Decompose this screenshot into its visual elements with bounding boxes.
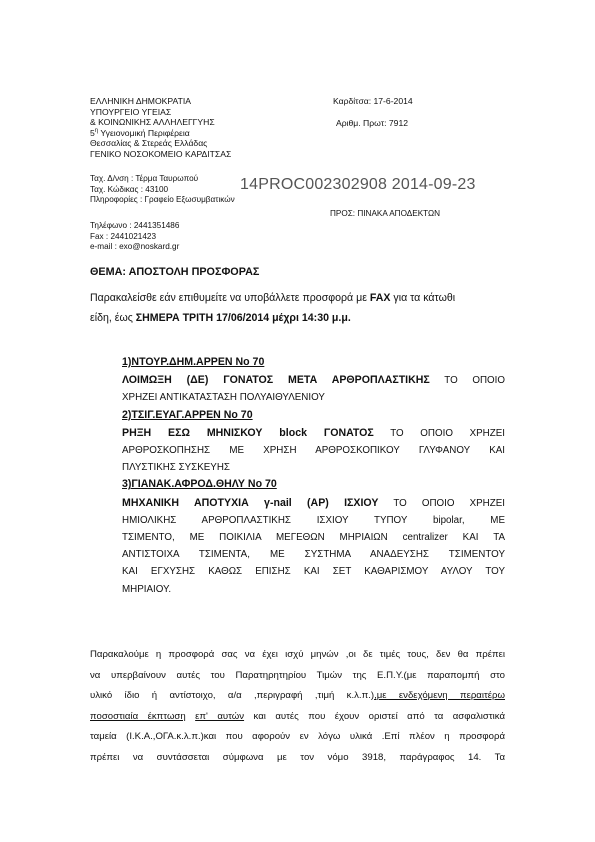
closing-line-5: ταμεία (Ι.Κ.Α.,ΟΓΑ.κ.λ.π.)και που αφορούν εν λόγω υλικά .Επί πλέον η προσφορά <box>90 731 505 743</box>
closing-space <box>186 711 195 722</box>
org-hospital: ΓΕΝΙΚΟ ΝΟΣΟΚΟΜΕΙΟ ΚΑΡΔΙΤΣΑΣ <box>90 148 232 159</box>
closing-underlined-4a: ποσοστιαία έκπτωση <box>90 710 186 722</box>
item-1-line-1 <box>122 372 505 389</box>
recipient-line: ΠΡΟΣ: ΠΙΝΑΚΑ ΑΠΟΔΕΚΤΩΝ <box>330 209 441 218</box>
intro-text-2: είδη, έως <box>90 312 136 325</box>
address-info: Πληροφορίες : Γραφείο Εξωσυμβατικών <box>90 195 235 205</box>
item-2-line-2: ΑΡΘΡΟΣΚΟΠΗΣΗΣ ΜΕ ΧΡΗΣΗ ΑΡΘΡΟΣΚΟΠΙΚΟΥ ΓΛΥΦΑΝΟΥ ΚΑΙ <box>122 445 505 457</box>
address-street: Ταχ. Δ/νση : Τέρμα Ταυρωπού <box>90 174 199 183</box>
intro-text-end: για τα κάτωθι <box>390 292 456 304</box>
item-3-line-2: ΗΜΙΟΛΙΚΗΣ ΑΡΘΡΟΠΛΑΣΤΙΚΗΣ ΙΣΧΙΟΥ ΤΥΠΟΥ bipolar, ΜΕ <box>122 514 505 526</box>
address-block <box>90 174 235 206</box>
date-line: Καρδίτσα: 17-6-2014 <box>333 96 413 106</box>
intro-paragraph <box>90 290 505 327</box>
org-region <box>90 128 231 139</box>
item-2-line-1 <box>122 425 505 442</box>
closing-underlined-3: ,με ενδεχόμενη περαιτέρω <box>374 690 506 702</box>
item-2-heading: 2)ΤΣΙΓ.ΕΥΑΓ.ΑΡΡΕΝ Νο 70 <box>122 408 253 421</box>
contact-email: e-mail : exo@noskard.gr <box>90 242 180 252</box>
org-ministry: ΥΠΟΥΡΓΕΙΟ ΥΓΕΙΑΣ <box>90 106 172 117</box>
item-3-line-3: ΤΣΙΜΕΝΤΟ, ΜΕ ΠΟΙΚΙΛΙΑ ΜΕΓΕΘΩΝ ΜΗΡΙΑΙΩΝ centralizer ΚΑΙ ΤΑ <box>122 532 505 544</box>
document-stamp-id: 14PROC002302908 2014-09-23 <box>240 176 476 193</box>
item-1-text: ΤΟ ΟΠΟΙΟ <box>429 375 505 387</box>
items-list <box>122 354 505 598</box>
item-3-text: ΤΟ ΟΠΟΙΟ ΧΡΗΖΕΙ <box>378 497 505 509</box>
item-3-line-6: ΜΗΡΙΑΙΟΥ. <box>122 583 172 595</box>
item-3-line-4: ΑΝΤΙΣΤΟΙΧΑ ΤΣΙΜΕΝΤΑ, ΜΕ ΣΥΣΤΗΜΑ ΑΝΑΔΕΥΣΗΣ ΤΣΙΜΕΝΤΟΥ <box>122 549 505 561</box>
org-region-2: Θεσσαλίας & Στερεάς Ελλάδας <box>90 138 208 149</box>
intro-text: Παρακαλείσθε εάν επιθυμείτε να υποβάλλετε προσφορά με <box>90 292 370 304</box>
contact-phone: Τηλέφωνο : 2441351486 <box>90 221 180 230</box>
closing-paragraph <box>90 645 505 769</box>
subject-heading: ΘΕΜΑ: ΑΠΟΣΤΟΛΗ ΠΡΟΣΦΟΡΑΣ <box>90 266 260 278</box>
item-2-diagnosis: ΡΗΞΗ ΕΣΩ ΜΗΝΙΣΚΟΥ block ΓΟΝΑΤΟΣ <box>122 426 374 439</box>
closing-line-3 <box>90 686 505 707</box>
protocol-line: Αριθμ. Πρωτ: 7912 <box>336 118 409 128</box>
org-country: ΕΛΛΗΝΙΚΗ ΔΗΜΟΚΡΑΤΙΑ <box>90 96 191 106</box>
item-3-line-5: ΚΑΙ ΕΓΧΥΣΗΣ ΚΑΘΩΣ ΕΠΙΣΗΣ ΚΑΙ ΣΕΤ ΚΑΘΑΡΙΣΜΟΥ ΑΥΛΟΥ ΤΟΥ <box>122 566 505 578</box>
address-postal: Ταχ. Κώδικας : 43100 <box>90 184 169 194</box>
closing-text-3: υλικό ίδιο ή αντίστοιχο, α/α ,περιγραφή ,τιμή κ.λ.π.) <box>90 690 375 702</box>
item-1-diagnosis: ΛΟΙΜΩΞΗ (ΔΕ) ΓΟΝΑΤΟΣ ΜΕΤΑ ΑΡΘΡΟΠΛΑΣΤΙΚΗΣ <box>122 374 430 387</box>
item-3-diagnosis: ΜΗΧΑΝΙΚΗ ΑΠΟΤΥΧΙΑ γ-nail (ΑΡ) ΙΣΧΙΟΥ <box>122 496 379 509</box>
item-1-line-2: ΧΡΗΖΕΙ ΑΝΤΙΚΑΤΑΣΤΑΣΗ ΠΟΛΥΑΙΘΥΛΕΝΙΟΥ <box>122 392 325 404</box>
item-3-heading: 3)ΓΙΑΝΑΚ.ΑΦΡΟΔ.ΘΗΛΥ Νο 70 <box>122 478 277 491</box>
closing-underlined-4c: επ' αυτών <box>195 710 245 722</box>
closing-line-4 <box>90 707 505 728</box>
deadline-text: ΣΗΜΕΡΑ ΤΡΙΤΗ 17/06/2014 μέχρι 14:30 μ.μ. <box>135 312 351 325</box>
closing-line-1: Παρακαλούμε η προσφορά σας να έχει ισχύ μηνών ,οι δε τιμές τους, δεν θα πρέπει <box>90 649 505 660</box>
region-name: Υγειονομική Περιφέρεια <box>100 127 190 138</box>
closing-line-6: πρέπει να συντάσσεται σύμφωνα με τον νόμο 3918, παράγραφος 14. Τα <box>90 751 505 763</box>
contact-block <box>90 221 179 253</box>
region-sup: η <box>94 127 99 134</box>
closing-line-2: να υπερβαίνουν αυτές του Παρατηρητηρίου Τιμών της Ε.Π.Υ.(με παραπομπή στο <box>90 669 505 681</box>
item-3-line-1 <box>122 495 505 512</box>
item-2-line-3: ΠΛΥΣΤΙΚΗΣ ΣΥΣΚΕΥΗΣ <box>122 462 230 474</box>
region-number: 5 <box>90 127 95 138</box>
closing-text-4: και αυτές που έχουν οριστεί από τα ασφαλιστικά <box>244 710 505 722</box>
org-ministry-2: & ΚΟΙΝΩΝΙΚΗΣ ΑΛΛΗΛΕΓΓΥΗΣ <box>90 117 215 128</box>
intro-line-1 <box>90 290 505 307</box>
intro-fax: FAX <box>369 292 391 304</box>
contact-fax: Fax : 2441021423 <box>90 231 157 241</box>
header-left <box>90 96 231 160</box>
item-1-heading: 1)ΝΤΟΥΡ.ΔΗΜ.ΑΡΡΕΝ Νο 70 <box>122 356 265 368</box>
intro-line-2 <box>90 310 505 327</box>
item-2-text: ΤΟ ΟΠΟΙΟ ΧΡΗΖΕΙ <box>373 427 505 439</box>
